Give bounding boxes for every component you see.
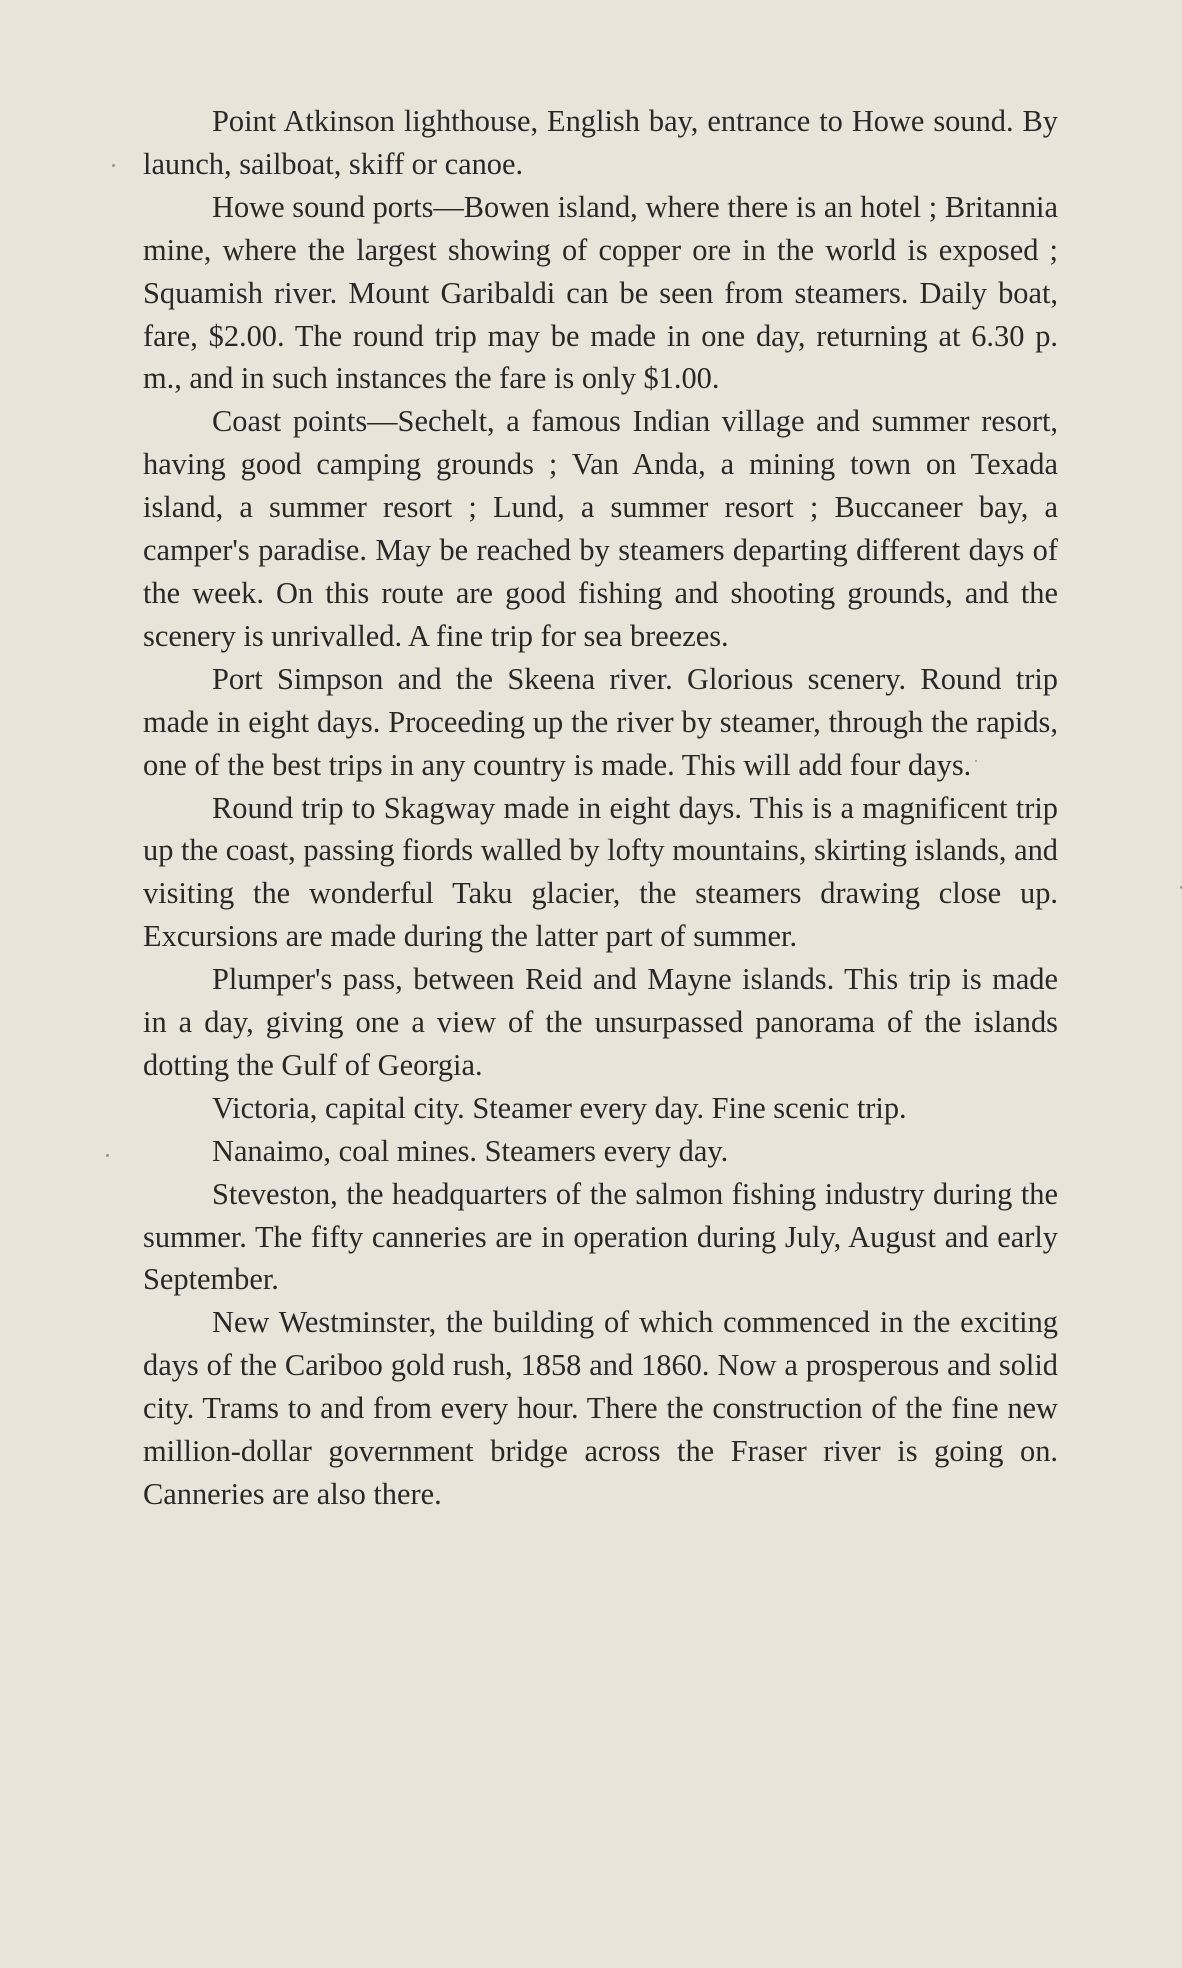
- paragraph-port-simpson: Port Simpson and the Skeena river. Glorious scenery. Round trip made in eight days. Proceeding up the river by steamer, through the rapids, one of the best trips in any country is made. This will add four days.: [143, 661, 1058, 782]
- paper-speck: [106, 1154, 109, 1157]
- paragraph-steveston: Steveston, the headquarters of the salmon fishing industry during the summer. The fifty canneries are in operation during July, August and early September.: [143, 1176, 1058, 1297]
- paragraph-nanaimo: Nanaimo, coal mines. Steamers every day.: [212, 1133, 729, 1168]
- paragraph-point-atkinson: Point Atkinson lighthouse, English bay, entrance to Howe sound. By launch, sailboat, skiff or canoe.: [143, 104, 1058, 181]
- paragraph-victoria: Victoria, capital city. Steamer every day. Fine scenic trip.: [212, 1090, 907, 1125]
- paragraph-new-westminster: New Westminster, the building of which commenced in the exciting days of the Cariboo gold rush, 1858 and 1860. Now a prosperous and solid city. Trams to and from every hour. There the construction of the fine new million-dollar government bridge across the Fraser river is going on. Canneries are also there.: [143, 1305, 1058, 1511]
- body-text: [143, 100, 1058, 1516]
- paragraph-skagway: Round trip to Skagway made in eight days. This is a magnificent trip up the coast, passing fiords walled by lofty mountains, skirting islands, and visiting the wonderful Taku glacier, the steamers drawing close up. Excursions are made during the latter part of summer.: [143, 790, 1058, 954]
- paragraph-howe-sound-ports: Howe sound ports—Bowen island, where there is an hotel ; Britannia mine, where the largest showing of copper ore in the world is exposed ; Squamish river. Mount Garibaldi can be seen from steamers. Daily boat, fare, $2.00. The round trip may be made in one day, returning at 6.30 p. m., and in such instances the fare is only $1.00.: [143, 189, 1058, 396]
- paragraph-coast-points: Coast points—Sechelt, a famous Indian village and summer resort, having good camping grounds ; Van Anda, a mining town on Texada island, a summer resort ; Lund, a summer resort ; Buccaneer bay, a camper's paradise. May be reached by steamers departing different days of the week. On this route are good fishing and shooting grounds, and the scenery is unrivalled. A fine trip for sea breezes.: [143, 404, 1058, 653]
- paragraph-plumpers-pass: Plumper's pass, between Reid and Mayne islands. This trip is made in a day, giving one a view of the unsurpassed panorama of the islands dotting the Gulf of Georgia.: [143, 962, 1058, 1082]
- paper-speck: [112, 164, 115, 167]
